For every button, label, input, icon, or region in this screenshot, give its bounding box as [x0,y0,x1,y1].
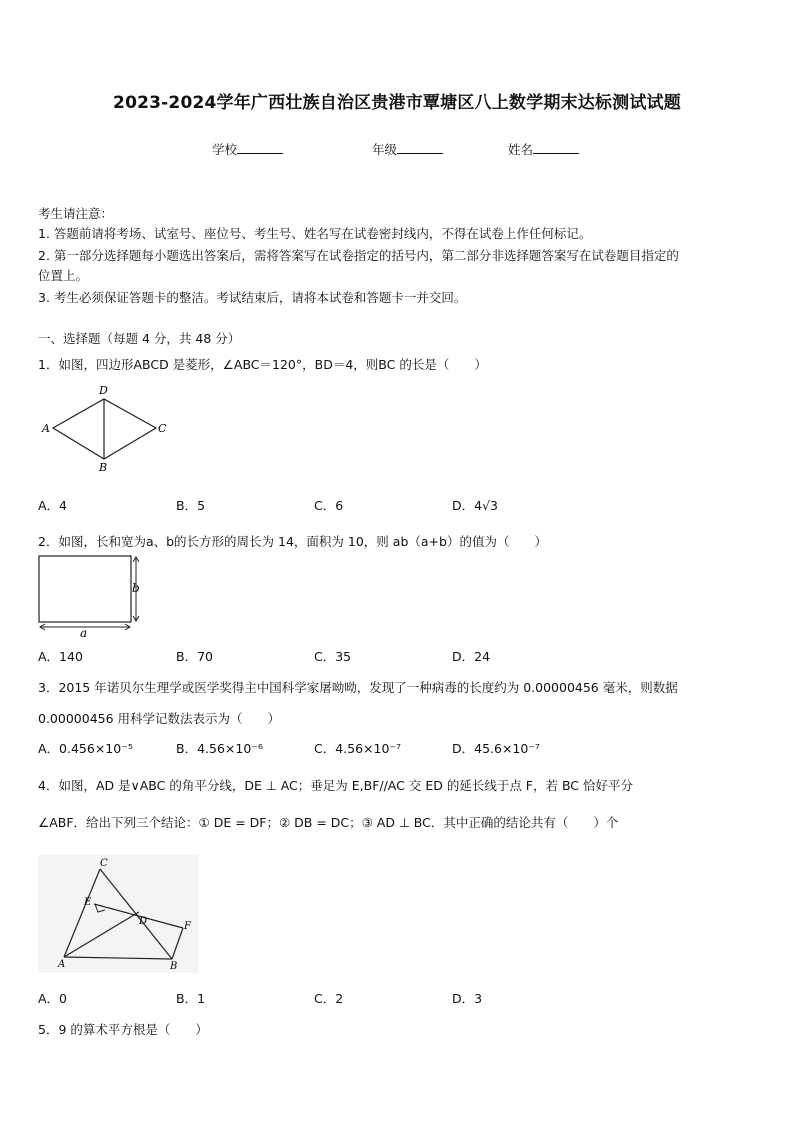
name-blank [533,141,579,154]
option-c[interactable]: C．2 [314,991,344,1006]
question-2-stem: 2．如图，长和宽为a、b的长方形的周长为 14，面积为 10，则 ab（a+b）的值为（ ） [38,534,547,549]
school-label: 学校 [212,142,238,157]
notice-item: 1. 答题前请将考场、试室号、座位号、考生号、姓名写在试卷密封线内，不得在试卷上作任何标记。 [38,226,592,241]
question-3-stem-line2: 0.00000456 用科学记数法表示为（ ） [38,711,281,726]
option-a[interactable]: A．140 [38,649,83,664]
school-blank [237,141,283,154]
option-a[interactable]: A．4 [38,498,68,513]
option-d[interactable]: D．3 [452,991,483,1006]
figure-label: a [80,626,88,639]
notice-item: 3. 考生必须保证答题卡的整洁。考试结束后，请将本试卷和答题卡一并交回。 [38,290,467,305]
school-field [212,140,283,158]
figure-label: C [158,422,167,435]
question-4-stem-line2: ∠ABF．给出下列三个结论：① DE = DF；② DB = DC；③ AD ⊥ BC．其中正确的结论共有（ ）个 [38,815,619,830]
option-d[interactable]: D．24 [452,649,491,664]
option-b[interactable]: B．70 [176,649,213,664]
figure-label: b [132,581,140,595]
figure-label: D [139,916,148,927]
rhombus-figure [38,380,168,475]
question-1-stem: 1．如图，四边形ABCD 是菱形，∠ABC＝120°，BD＝4，则BC 的长是（ ） [38,357,487,372]
option-d[interactable]: D．45.6×10⁻⁷ [452,741,540,756]
rectangle-figure [36,553,146,639]
option-c[interactable]: C．6 [314,498,344,513]
figure-label: C [100,858,108,869]
name-label: 姓名 [508,142,534,157]
notice-item: 2. 第一部分选择题每小题选出答案后，需将答案写在试卷指定的括号内，第二部分非选择题答案写在试卷题目指定的 [38,248,679,263]
grade-field [372,140,443,158]
option-a[interactable]: A．0 [38,991,68,1006]
notice-item: 位置上。 [38,268,89,283]
option-d[interactable]: D．4√3 [452,498,498,513]
name-field [508,140,579,158]
option-b[interactable]: B．4.56×10⁻⁶ [176,741,263,756]
question-4-stem-line1: 4．如图，AD 是∨ABC 的角平分线，DE ⊥ AC；垂足为 E,BF//AC 交 ED 的延长线于点 F，若 BC 恰好平分 [38,778,634,793]
section-heading: 一、选择题（每题 4 分，共 48 分） [38,331,241,346]
question-3-stem-line1: 3．2015 年诺贝尔生理学或医学奖得主中国科学家屠呦呦，发现了一种病毒的长度约为 0.00000456 毫米，则数据 [38,680,678,695]
option-c[interactable]: C．4.56×10⁻⁷ [314,741,402,756]
option-c[interactable]: C．35 [314,649,352,664]
figure-label: A [42,422,50,435]
triangle-figure [38,855,198,973]
question-5-stem: 5．9 的算术平方根是（ ） [38,1022,208,1037]
option-b[interactable]: B．1 [176,991,206,1006]
option-b[interactable]: B．5 [176,498,206,513]
figure-label: B [99,461,108,474]
grade-label: 年级 [372,142,398,157]
notice-heading: 考生请注意： [38,206,114,221]
figure-label: A [58,959,66,970]
figure-label: E [84,897,92,908]
figure-label: B [170,961,178,972]
option-a[interactable]: A．0.456×10⁻⁵ [38,741,133,756]
grade-blank [397,141,443,154]
page-title: 2023-2024学年广西壮族自治区贵港市覃塘区八上数学期末达标测试试题 [113,93,681,113]
figure-label: F [184,921,191,932]
figure-label: D [99,384,108,397]
